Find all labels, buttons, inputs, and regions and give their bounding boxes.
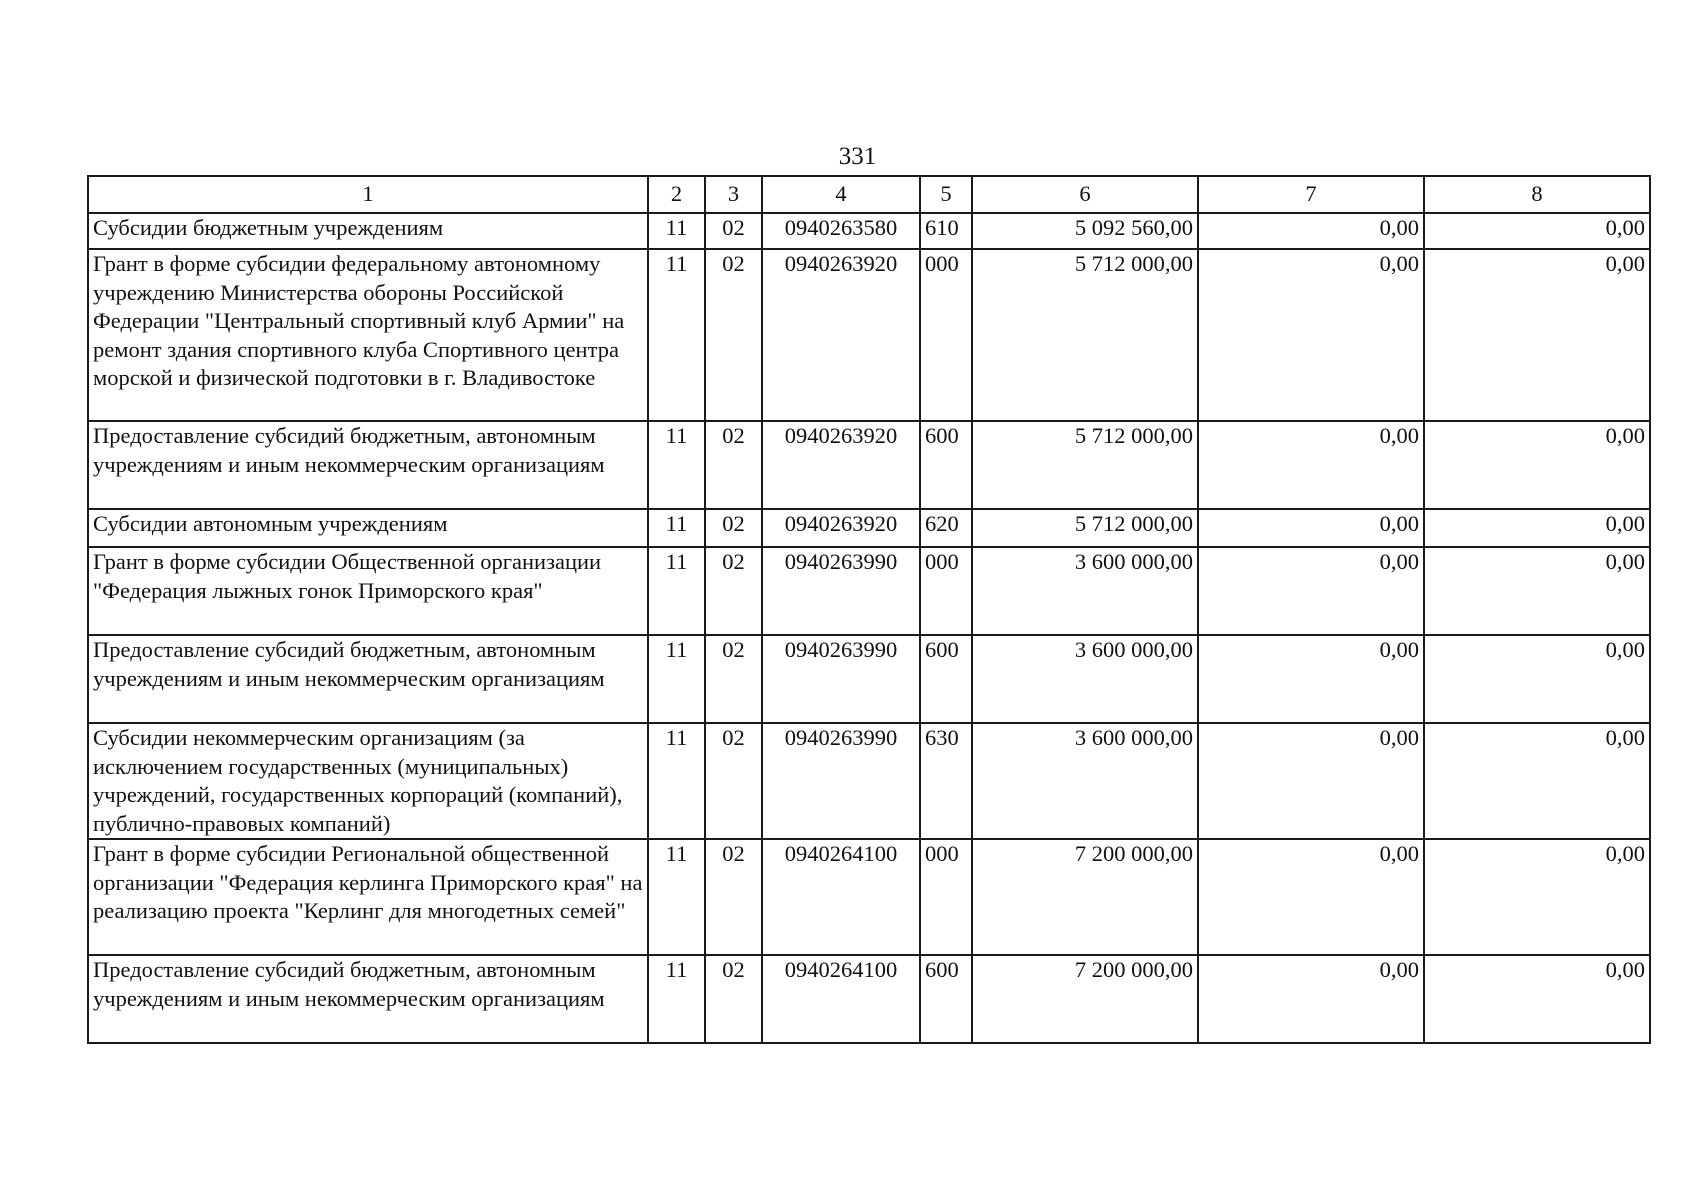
table-row [88,509,1650,547]
target-article-cell: 0940263920 [762,249,920,421]
row-name-cell: Предоставление субсидий бюджетным, автономным учреждениям и иным некоммерческим организациям [88,421,648,509]
row-name-cell: Грант в форме субсидии Региональной общественной организации "Федерация керлинга Приморского края" на реализацию проекта "Керлинг для многодетных семей" [88,839,648,955]
subsection-cell: 02 [705,249,762,421]
amount-col6-cell: 3 600 000,00 [972,723,1198,839]
amount-col6-cell: 5 712 000,00 [972,249,1198,421]
column-header: 5 [920,176,972,213]
table-row [88,635,1650,723]
row-name-cell: Субсидии некоммерческим организациям (за исключением государственных (муниципальных) учреждений, государственных корпораций (компаний), публично-правовых компаний) [88,723,648,839]
subsection-cell: 02 [705,723,762,839]
amount-col8-cell: 0,00 [1424,839,1650,955]
table-row [88,249,1650,421]
section-cell: 11 [648,723,705,839]
target-article-cell: 0940263990 [762,723,920,839]
subsection-cell: 02 [705,213,762,249]
expense-type-cell: 620 [920,509,972,547]
table-row [88,421,1650,509]
target-article-cell: 0940263990 [762,547,920,635]
section-cell: 11 [648,955,705,1043]
amount-col7-cell: 0,00 [1198,839,1424,955]
column-header: 4 [762,176,920,213]
expense-type-cell: 600 [920,955,972,1043]
section-cell: 11 [648,213,705,249]
row-name-cell: Субсидии автономным учреждениям [88,509,648,547]
subsection-cell: 02 [705,421,762,509]
expense-type-cell: 610 [920,213,972,249]
subsection-cell: 02 [705,635,762,723]
page-number: 331 [838,143,877,170]
amount-col7-cell: 0,00 [1198,635,1424,723]
amount-col8-cell: 0,00 [1424,955,1650,1043]
budget-table [87,175,1651,1044]
section-cell: 11 [648,547,705,635]
amount-col6-cell: 7 200 000,00 [972,955,1198,1043]
section-cell: 11 [648,839,705,955]
amount-col6-cell: 5 712 000,00 [972,421,1198,509]
column-header: 8 [1424,176,1650,213]
target-article-cell: 0940264100 [762,839,920,955]
table-row [88,213,1650,249]
target-article-cell: 0940263580 [762,213,920,249]
expense-type-cell: 000 [920,547,972,635]
amount-col7-cell: 0,00 [1198,955,1424,1043]
row-name-cell: Грант в форме субсидии федеральному автономному учреждению Министерства обороны Российской Федерации "Центральный спортивный клуб Армии" на ремонт здания спортивного клуба Спортивного центра морской и физической подготовки в г. Владивостоке [88,249,648,421]
column-header: 7 [1198,176,1424,213]
amount-col7-cell: 0,00 [1198,213,1424,249]
target-article-cell: 0940263920 [762,421,920,509]
table-row [88,839,1650,955]
target-article-cell: 0940263920 [762,509,920,547]
amount-col7-cell: 0,00 [1198,547,1424,635]
row-name-cell: Грант в форме субсидии Общественной организации "Федерация лыжных гонок Приморского края" [88,547,648,635]
section-cell: 11 [648,249,705,421]
amount-col6-cell: 7 200 000,00 [972,839,1198,955]
amount-col8-cell: 0,00 [1424,635,1650,723]
amount-col7-cell: 0,00 [1198,249,1424,421]
amount-col7-cell: 0,00 [1198,509,1424,547]
expense-type-cell: 630 [920,723,972,839]
subsection-cell: 02 [705,955,762,1043]
expense-type-cell: 600 [920,635,972,723]
column-header: 2 [648,176,705,213]
column-header: 3 [705,176,762,213]
section-cell: 11 [648,635,705,723]
amount-col6-cell: 5 712 000,00 [972,509,1198,547]
target-article-cell: 0940263990 [762,635,920,723]
amount-col8-cell: 0,00 [1424,509,1650,547]
row-name-cell: Субсидии бюджетным учреждениям [88,213,648,249]
amount-col7-cell: 0,00 [1198,723,1424,839]
row-name-cell: Предоставление субсидий бюджетным, автономным учреждениям и иным некоммерческим организациям [88,635,648,723]
amount-col8-cell: 0,00 [1424,723,1650,839]
amount-col8-cell: 0,00 [1424,249,1650,421]
amount-col6-cell: 5 092 560,00 [972,213,1198,249]
section-cell: 11 [648,421,705,509]
amount-col7-cell: 0,00 [1198,421,1424,509]
table-row [88,723,1650,839]
amount-col8-cell: 0,00 [1424,421,1650,509]
expense-type-cell: 000 [920,839,972,955]
subsection-cell: 02 [705,547,762,635]
subsection-cell: 02 [705,509,762,547]
target-article-cell: 0940264100 [762,955,920,1043]
column-header: 6 [972,176,1198,213]
row-name-cell: Предоставление субсидий бюджетным, автономным учреждениям и иным некоммерческим организациям [88,955,648,1043]
section-cell: 11 [648,509,705,547]
subsection-cell: 02 [705,839,762,955]
column-header: 1 [88,176,648,213]
expense-type-cell: 600 [920,421,972,509]
amount-col6-cell: 3 600 000,00 [972,635,1198,723]
amount-col6-cell: 3 600 000,00 [972,547,1198,635]
amount-col8-cell: 0,00 [1424,547,1650,635]
expense-type-cell: 000 [920,249,972,421]
amount-col8-cell: 0,00 [1424,213,1650,249]
header-row [88,176,1650,213]
table-row [88,547,1650,635]
table-row [88,955,1650,1043]
